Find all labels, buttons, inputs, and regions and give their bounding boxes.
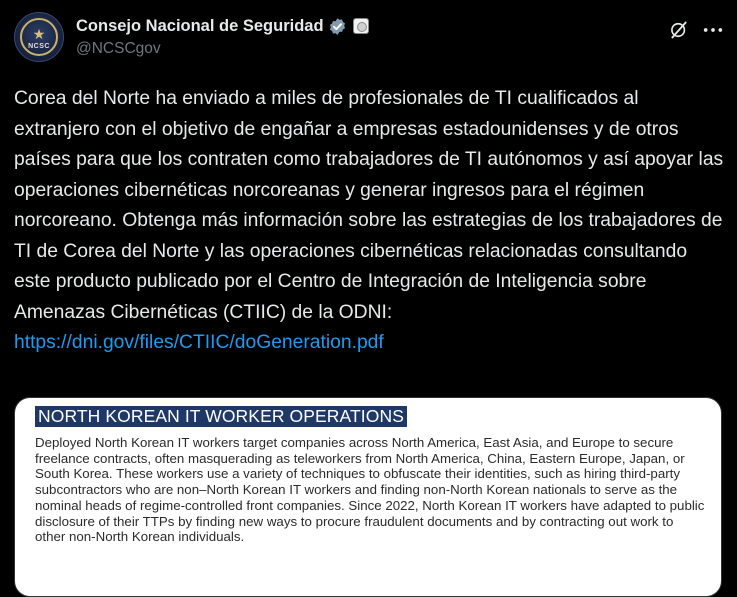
avatar-label: NCSC (28, 43, 50, 50)
tweet-text (14, 84, 729, 359)
avatar[interactable] (14, 12, 64, 62)
tweet-body: Corea del Norte ha enviado a miles de profesionales de TI cualificados al extranjero con el objetivo de engañar a empresas estadounidenses y de otros países para que los contraten como trabajadores de TI autónomos y así apoyar las operaciones cibernéticas norcoreanas y generar ingresos para el régimen norcoreano. Obtenga más información sobre las estrategias de los trabajadores de TI de Corea del Norte y las operaciones cibernéticas relacionadas consultando este producto publicado por el Centro de Integración de Inteligencia sobre Amenazas Cibernéticas (CTIIC) de la ODNI: (14, 88, 729, 323)
display-name-row (76, 15, 369, 37)
doc-body: Deployed North Korean IT workers target companies across North America, East Asia, and Europe to secure freelance contracts, often masquerading as teleworkers from North America, China, Eastern Europe, Japan, or South Korea. These workers use a variety of techniques to obfuscate their identities, such as hiring third-party subcontractors who are non–North Korean IT workers and finding non-North Korean nationals to serve as the nominal heads of regime-controlled front companies. Since 2022, North Korean IT workers have adapted to public disclosure of their TTPs by finding new ways to procure fraudulent documents and by contracting out work to other non-North Korean individuals. (35, 435, 705, 545)
display-name[interactable]: Consejo Nacional de Seguridad (76, 16, 324, 35)
grok-icon[interactable] (669, 20, 689, 40)
media-card[interactable] (14, 397, 722, 597)
government-seal-icon[interactable] (353, 18, 369, 34)
more-options-icon[interactable] (702, 20, 724, 40)
tweet-link[interactable]: https://dni.gov/files/CTIIC/doGeneration.pdf (14, 332, 384, 353)
author-names (76, 15, 369, 58)
tweet-header (14, 12, 724, 64)
avatar-star-icon: ★ (32, 26, 46, 42)
handle[interactable]: @NCSCgov (76, 40, 161, 57)
doc-title: NORTH KOREAN IT WORKER OPERATIONS (35, 406, 407, 427)
verified-badge-icon[interactable] (328, 17, 347, 36)
